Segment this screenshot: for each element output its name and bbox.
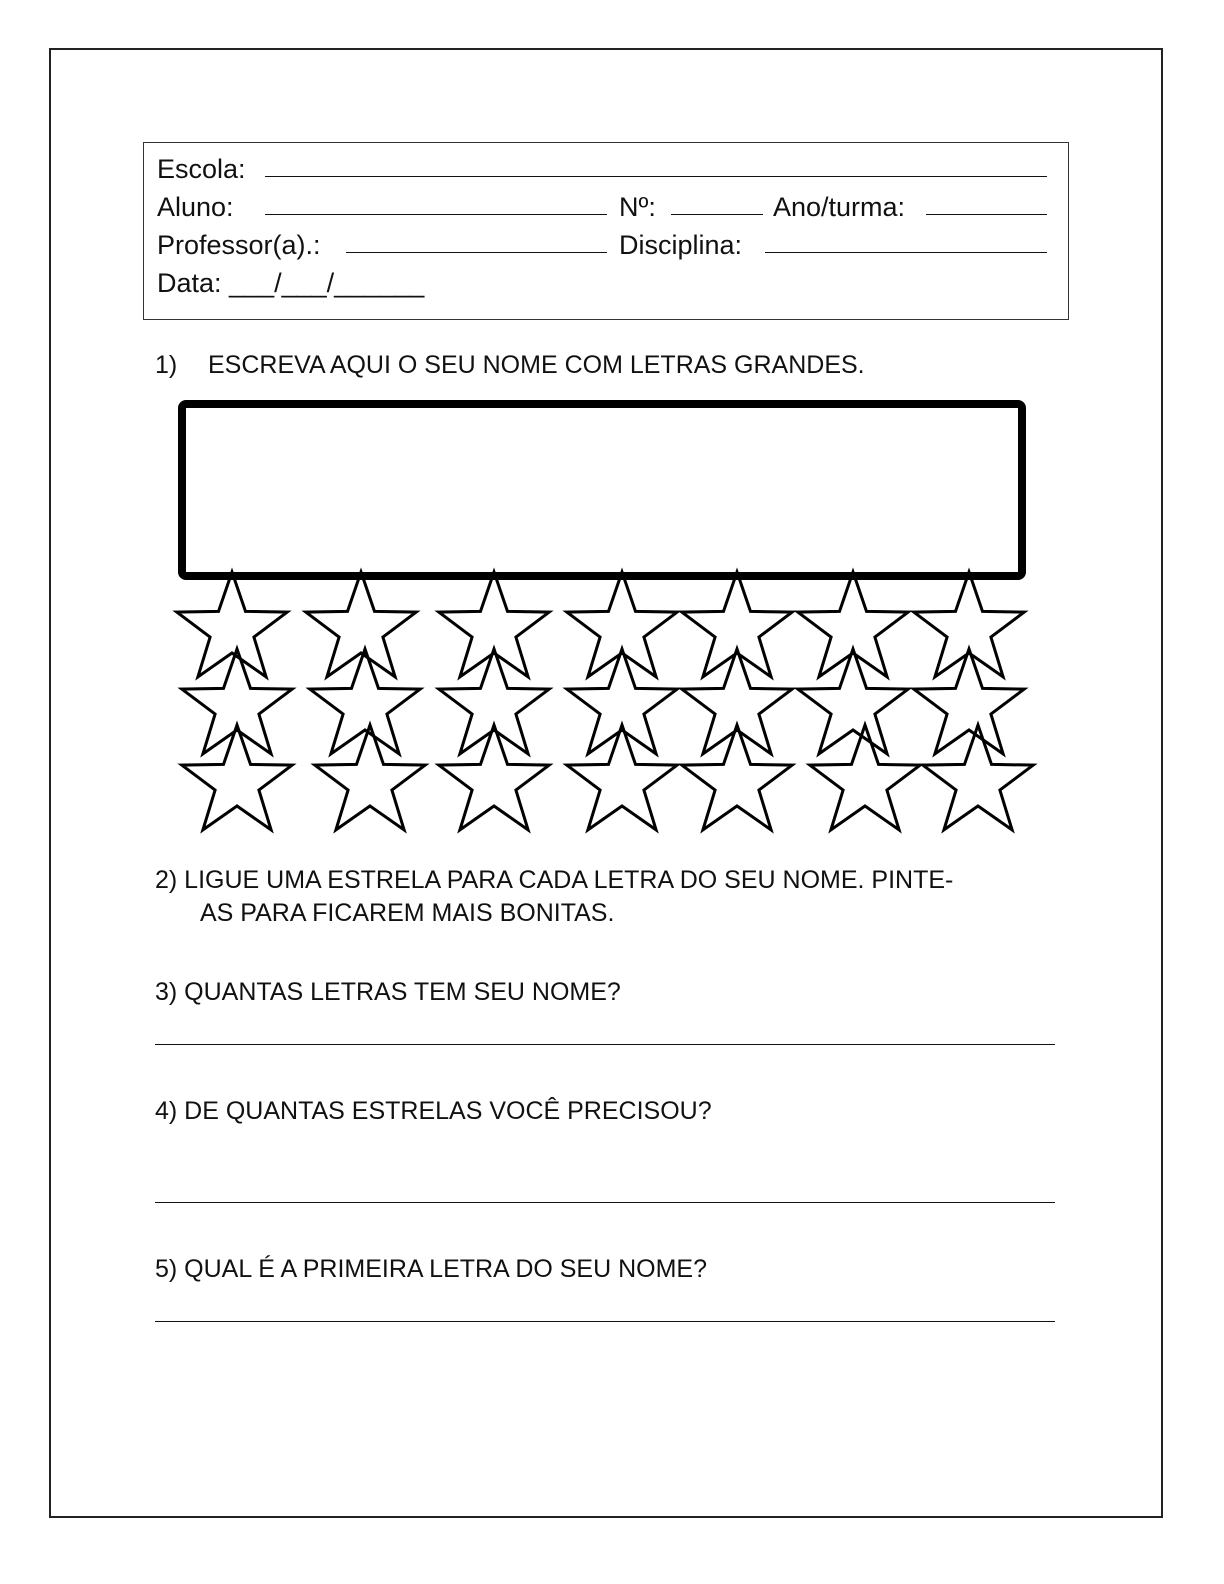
name-writing-box[interactable] [178, 400, 1026, 580]
answer-line-3[interactable] [155, 1044, 1055, 1045]
disciplina-field[interactable] [765, 252, 1047, 253]
question-1-number: 1) [155, 351, 178, 379]
aluno-field[interactable] [265, 214, 607, 215]
professor-label: Professor(a).: [157, 230, 321, 260]
numero-field[interactable] [671, 214, 763, 215]
question-1-text: ESCREVA AQUI O SEU NOME COM LETRAS GRANDES. [208, 351, 865, 379]
ano-turma-label: Ano/turma: [773, 192, 906, 222]
question-3: 3) QUANTAS LETRAS TEM SEU NOME? [155, 978, 621, 1006]
question-2-line-2: AS PARA FICAREM MAIS BONITAS. [200, 899, 615, 927]
answer-line-5[interactable] [155, 1321, 1055, 1322]
ano-turma-field[interactable] [926, 214, 1047, 215]
data-field[interactable]: Data: ___/___/______ [157, 268, 425, 298]
escola-field[interactable] [265, 176, 1047, 177]
answer-line-4[interactable] [155, 1202, 1055, 1203]
question-4: 4) DE QUANTAS ESTRELAS VOCÊ PRECISOU? [155, 1097, 712, 1125]
aluno-label: Aluno: [157, 192, 234, 222]
question-5: 5) QUAL É A PRIMEIRA LETRA DO SEU NOME? [155, 1255, 708, 1283]
escola-label: Escola: [157, 154, 246, 184]
disciplina-label: Disciplina: [619, 230, 743, 260]
question-2-line-1: 2) LIGUE UMA ESTRELA PARA CADA LETRA DO SEU NOME. PINTE- [155, 866, 954, 894]
numero-label: Nº: [619, 192, 656, 222]
professor-field[interactable] [346, 252, 607, 253]
